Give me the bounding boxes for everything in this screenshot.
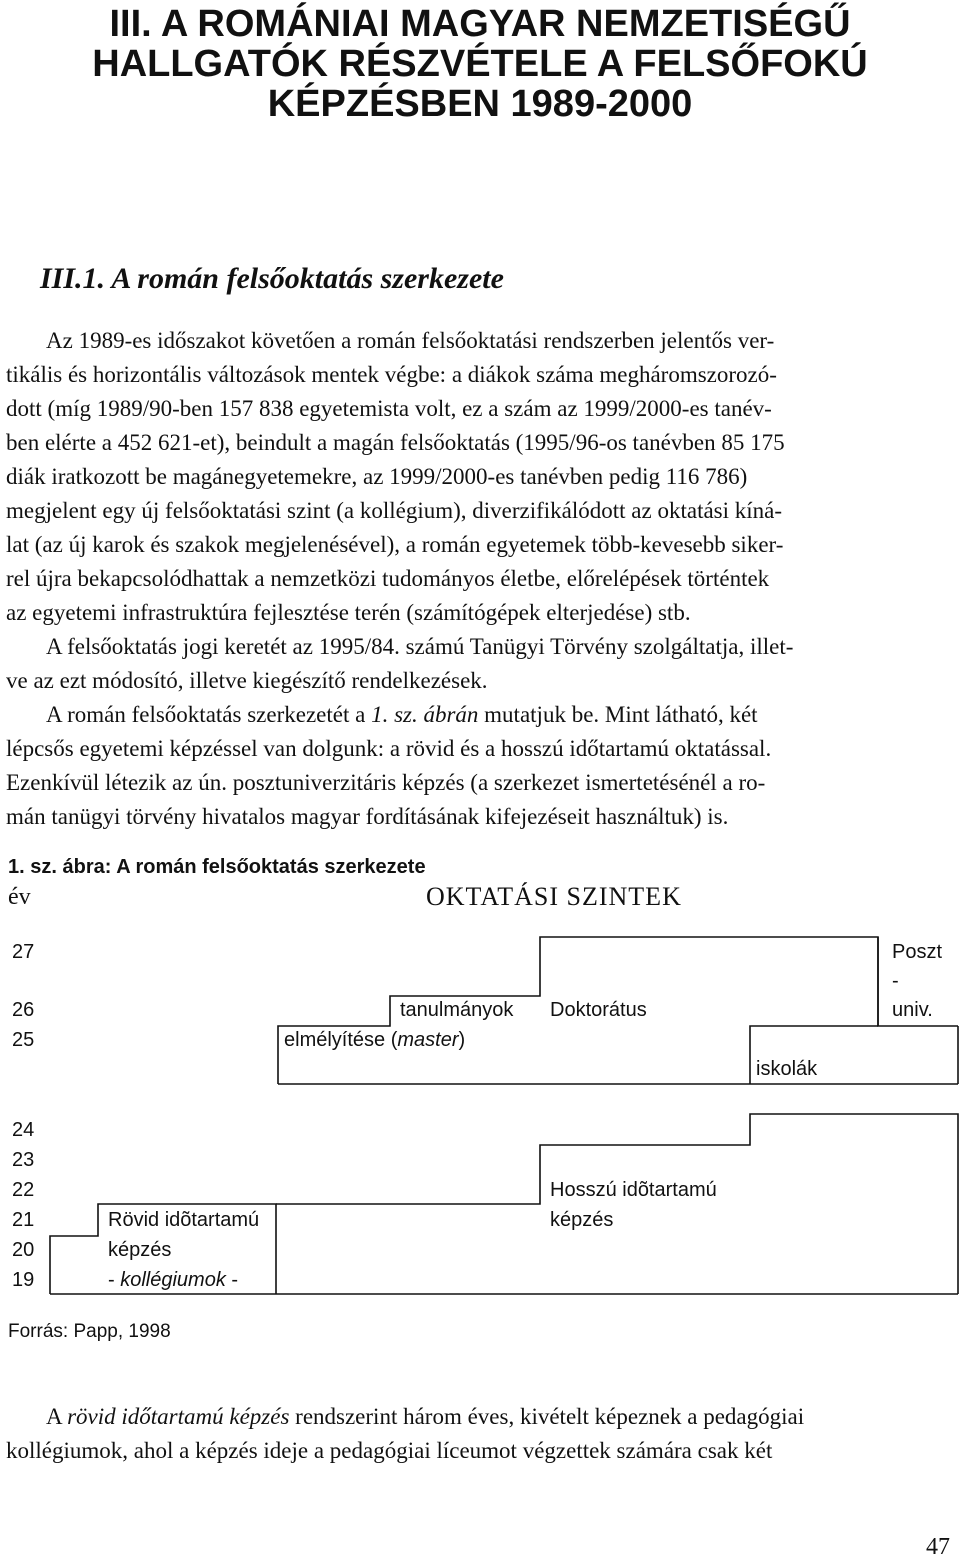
master-label-line1: tanulmányok [400,999,514,1021]
section-title: III.1. A román felsőoktatás szerkezete [40,262,504,295]
text-line: rel újra bekapcsolódhattak a nemzetközi tudományos életbe, előrelépések történtek [6,566,770,591]
year-label: 21 [12,1209,35,1231]
text-segment: - [108,1269,121,1291]
title-line-2: HALLGATÓK RÉSZVÉTELE A FELSŐFOKÚ [92,43,868,85]
year-label: 20 [12,1239,35,1261]
text-segment: A román felsőoktatás szerkezetét a [46,702,372,727]
text-segment: A [46,1404,68,1429]
title-line-1: III. A ROMÁNIAI MAGYAR NEMZETISÉGŰ [109,3,851,45]
text-line: Az 1989-es időszakot követően a román felsőoktatási rendszerben jelentős ver- [46,328,775,353]
figure-caption: 1. sz. ábra: A román felsőoktatás szerkezete [8,856,426,878]
body-text [6,324,954,834]
text-segment: kollégiumok [120,1269,226,1291]
text-line: ben elérte a 452 621-et), beindult a magán felsőoktatás (1995/96-os tanévben 85 175 [6,430,785,455]
rovid-label-1: Rövid idõtartamú [108,1209,260,1231]
chapter-title [0,4,960,124]
doktoratus-label: Doktorátus [550,999,647,1021]
text-line: mán tanügyi törvény hivatalos magyar fordításának kifejezéseit használtuk) is. [6,804,729,829]
hosszu-outline [276,1114,958,1294]
text-segment: - [225,1269,239,1291]
text-segment: mutatjuk be. Mint látható, két [478,702,758,727]
hosszu-label-2: képzés [550,1209,614,1231]
y-axis-label: év [8,884,31,910]
levels-heading: OKTATÁSI SZINTEK [426,882,682,911]
posztuniv-label-1: Poszt [892,941,943,963]
text-line [6,1400,954,1434]
text-line: diák iratkozott be magánegyetemekre, az 1999/2000-es tanévben pedig 116 786) [6,464,748,489]
text-segment: rövid időtartamú képzés [67,1404,290,1429]
text-line: A felsőoktatás jogi keretét az 1995/84. számú Tanügyi Törvény szolgáltatja, illet- [46,634,794,659]
figure-reference: 1. sz. ábrán [371,702,479,727]
year-label: 27 [12,941,35,963]
closing-text [6,1400,954,1468]
year-label: 22 [12,1179,35,1201]
master-label-line2 [284,1029,465,1052]
text-segment: elmélyítése ( [284,1029,398,1051]
text-line: lat (az új karok és szakok megjelenésével), a román egyetemek több-kevesebb siker- [6,532,784,557]
figure-source: Forrás: Papp, 1998 [8,1321,171,1342]
text-line: ve az ezt módosító, illetve kiegészítő rendelkezések. [6,668,488,693]
text-line: lépcsős egyetemi képzéssel van dolgunk: a rövid és a hosszú időtartamú oktatással. [6,736,772,761]
page-number: 47 [926,1534,950,1560]
posztuniv-label-3: univ. [892,999,933,1021]
text-segment: rendszerint három éves, kivételt képeznek a pedagógiai [289,1404,805,1429]
text-line: Ezenkívül létezik az ún. posztuniverzitáris képzés (a szerkezet ismertetésénél a ro- [6,770,766,795]
year-label: 23 [12,1149,35,1171]
posztuniv-label-2: - [892,970,899,992]
text-line [6,698,954,732]
text-segment: ) [458,1029,466,1051]
text-line: dott (míg 1989/90-ben 157 838 egyetemista volt, ez a szám az 1999/2000-es tanév- [6,396,772,421]
rovid-label-3 [108,1269,238,1292]
year-label: 19 [12,1269,35,1291]
title-line-3: KÉPZÉSBEN 1989-2000 [267,83,693,125]
iskolak-label: iskolák [756,1058,818,1080]
hosszu-label-1: Hosszú idõtartamú [550,1179,717,1201]
text-line: az egyetemi infrastruktúra fejlesztése terén (számítógépek elterjedése) stb. [6,600,691,625]
text-line: tikális és horizontális változások mentek végbe: a diákok száma megháromszorozó- [6,362,777,387]
text-line: megjelent egy új felsőoktatási szint (a kollégium), diverzifikálódott az oktatási kíná- [6,498,783,523]
year-label: 24 [12,1119,35,1141]
year-label: 26 [12,999,35,1021]
text-line: kollégiumok, ahol a képzés ideje a pedagógiai líceumot végzettek számára csak két [6,1438,773,1463]
year-label: 25 [12,1029,35,1051]
rovid-label-2: képzés [108,1239,172,1261]
text-segment: master [397,1029,459,1051]
